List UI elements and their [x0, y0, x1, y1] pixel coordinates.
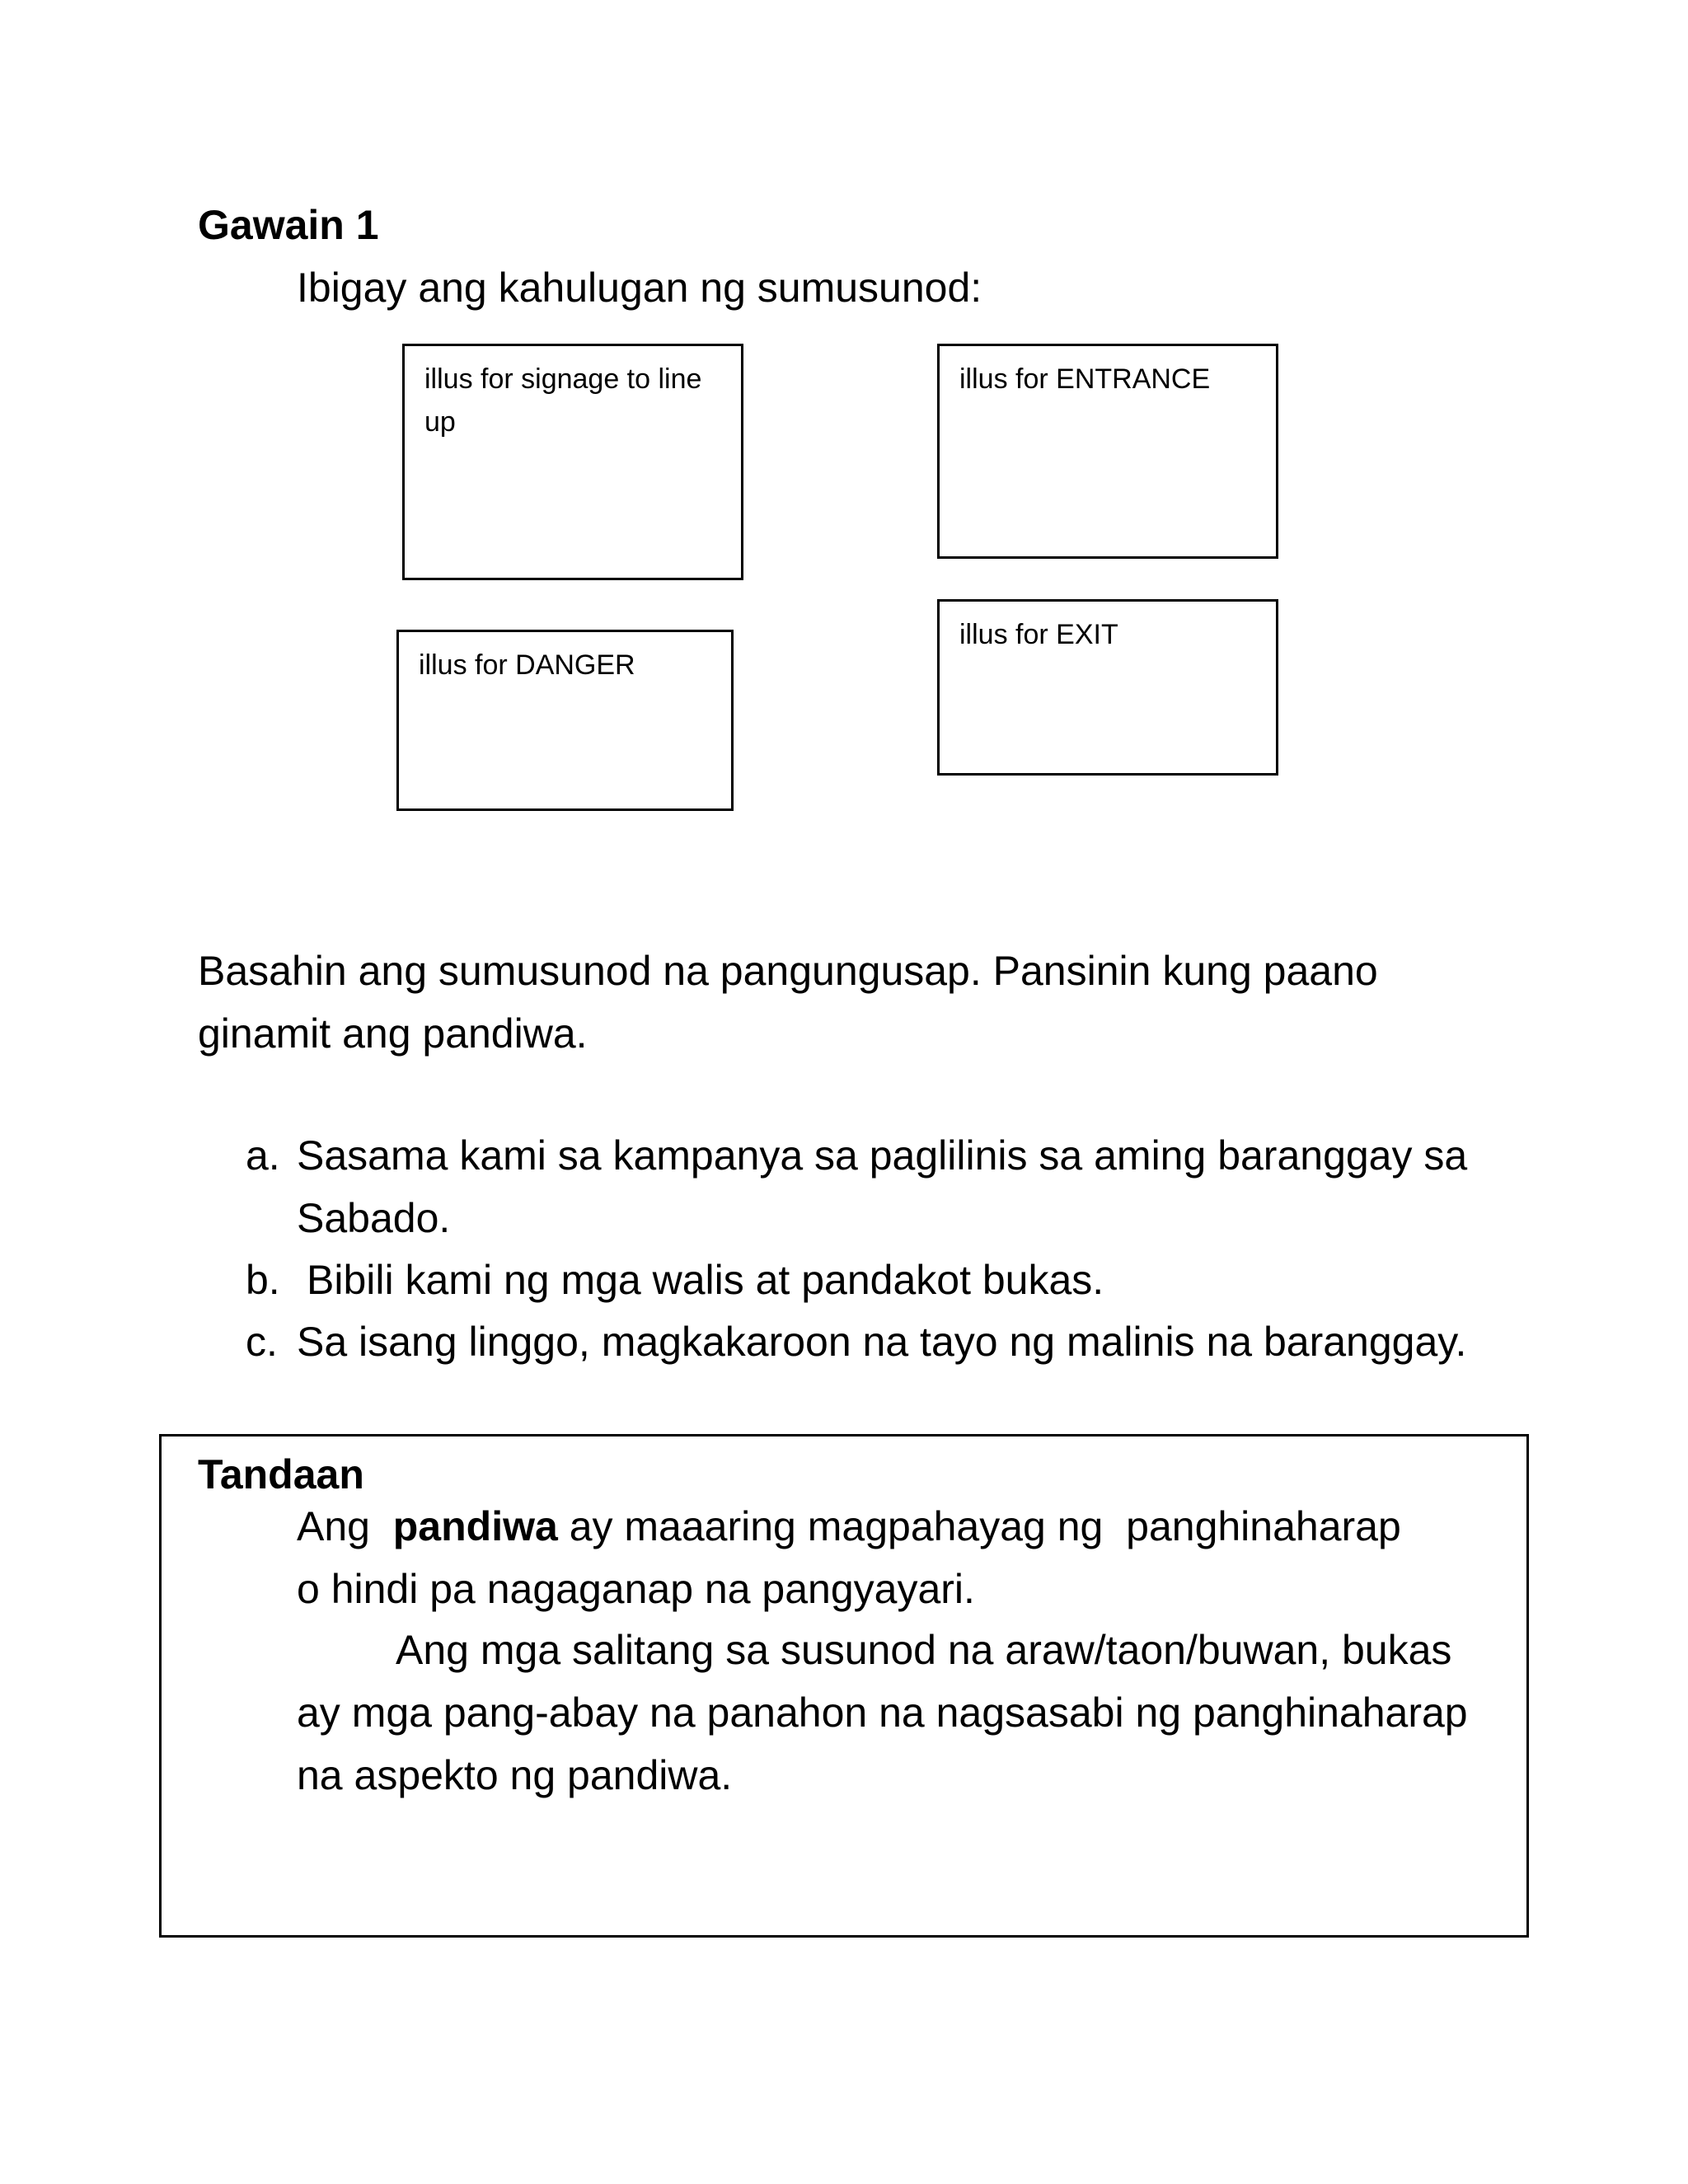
paragraph-prefix: Ang [297, 1503, 370, 1549]
keyword-pandiwa: pandiwa [392, 1503, 558, 1549]
list-item-text: Sasama kami sa kampanya sa paglilinis sa aming baranggay sa Sabado. [297, 1132, 1468, 1241]
illustration-box-line-up [402, 344, 743, 580]
reading-instruction: Basahin ang sumusunod na pangungusap. Pansinin kung paano ginamit ang pandiwa. [198, 948, 1378, 1057]
tandaan-box [159, 1434, 1529, 1938]
list-marker: c. [246, 1319, 278, 1365]
tandaan-paragraph-1 [297, 1495, 1418, 1620]
illustration-box-entrance [937, 344, 1278, 559]
illustration-box-danger [396, 630, 734, 811]
list-marker: b. [246, 1257, 280, 1303]
illustration-label: illus for signage to line up [424, 363, 702, 438]
tandaan-title: Tandaan [198, 1451, 364, 1497]
list-item-text: Sa isang linggo, magkakaroon na tayo ng malinis na baranggay. [297, 1319, 1467, 1365]
list-marker: a. [246, 1132, 280, 1179]
list-item-text: Bibili kami ng mga walis at pandakot bukas. [307, 1257, 1104, 1303]
paragraph-suffix: ay maaaring magpahayag ng panghinaharap o hindi pa nagaganap na pangyayari. [297, 1503, 1413, 1612]
illustration-box-exit [937, 599, 1278, 776]
activity-title: Gawain 1 [198, 202, 379, 248]
illustration-label: illus for EXIT [959, 619, 1118, 650]
illustration-label: illus for DANGER [419, 649, 635, 681]
tandaan-paragraph-2: Ang mga salitang sa susunod na araw/taon/buwan, bukas ay mga pang-abay na panahon na nagsasabi ng panghinaharap na aspekto ng pandiwa. [297, 1627, 1468, 1798]
illustration-label: illus for ENTRANCE [959, 363, 1211, 395]
activity-instruction: Ibigay ang kahulugan ng sumusunod: [297, 265, 982, 311]
